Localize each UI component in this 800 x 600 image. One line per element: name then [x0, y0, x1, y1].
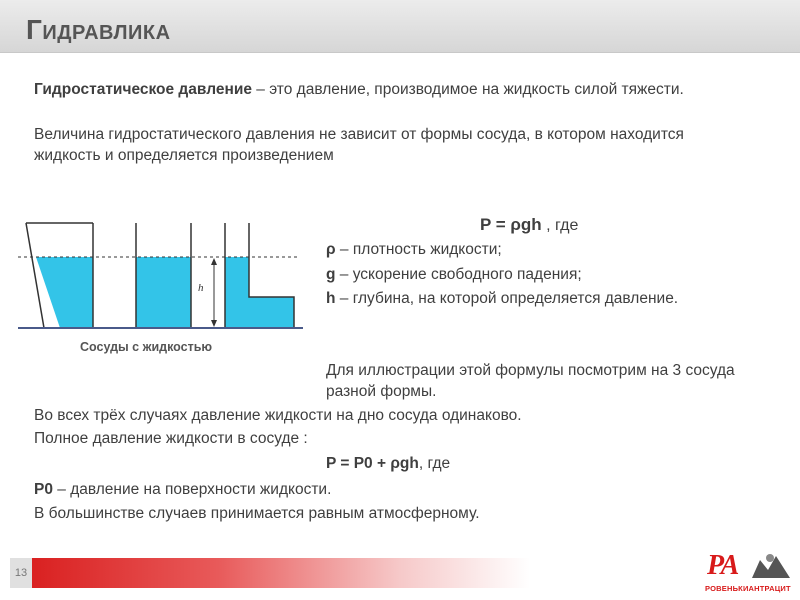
- diagram-caption: Сосуды с жидкостью: [80, 340, 213, 354]
- definition-rho-text: – плотность жидкости;: [335, 241, 502, 258]
- symbol-g: g: [326, 266, 336, 283]
- footer-bar: [10, 558, 530, 588]
- term-definition: – это давление, производимое на жидкость силой тяжести.: [252, 81, 684, 98]
- body-line-last: В большинстве случаев принимается равным атмосферному.: [34, 505, 480, 522]
- symbol-h: h: [326, 290, 336, 307]
- intro-paragraph-2: Величина гидростатического давления не зависит от формы сосуда, в котором находится жидкость и определяется произведением: [34, 126, 684, 164]
- slide-header: [0, 0, 800, 53]
- definition-rho: [326, 239, 746, 260]
- vessel-3-water: [225, 257, 294, 328]
- p0-definition: [34, 481, 331, 499]
- vessel-1-water: [36, 257, 93, 328]
- formula-2: [326, 455, 450, 473]
- logo-sub-text: РОВЕНЬКИАНТРАЦИТ: [705, 584, 791, 593]
- arrow-head-top: [211, 258, 217, 265]
- height-label: h: [198, 282, 204, 294]
- vessel-2-water: [136, 257, 191, 328]
- intro-paragraph: [34, 79, 734, 100]
- title-first-letter: Г: [26, 14, 43, 45]
- term: Гидростатическое давление: [34, 81, 252, 98]
- vessels-diagram: [18, 205, 303, 335]
- definition-h: [326, 288, 686, 309]
- definition-g: [326, 264, 746, 285]
- formula-expression: P = ρgh: [480, 215, 542, 234]
- body-line-1: Во всех трёх случаях давление жидкости на дно сосуда одинаково.: [34, 407, 522, 424]
- symbol-p0: P0: [34, 481, 53, 498]
- page-number: 13: [10, 558, 32, 588]
- definition-g-text: – ускорение свободного падения;: [335, 266, 582, 283]
- title-rest: ИДРАВЛИКА: [42, 22, 171, 44]
- body-line-2: Полное давление жидкости в сосуде :: [34, 430, 308, 447]
- company-logo: [700, 548, 795, 596]
- formula-2-suffix: , где: [418, 455, 451, 472]
- formula-suffix: , где: [541, 217, 579, 234]
- symbol-rho: ρ: [326, 241, 336, 258]
- formula-1: [480, 215, 578, 235]
- slide-title: [26, 14, 171, 46]
- logo-main-text: РА: [707, 550, 739, 581]
- arrow-head-bottom: [211, 320, 217, 327]
- definition-h-text: – глубина, на которой определяется давление.: [335, 290, 679, 307]
- p0-definition-text: – давление на поверхности жидкости.: [52, 481, 332, 498]
- formula-2-expression: P = P0 + ρgh: [326, 455, 419, 472]
- illustration-text: Для иллюстрации этой формулы посмотрим на 3 сосуда разной формы.: [326, 362, 735, 400]
